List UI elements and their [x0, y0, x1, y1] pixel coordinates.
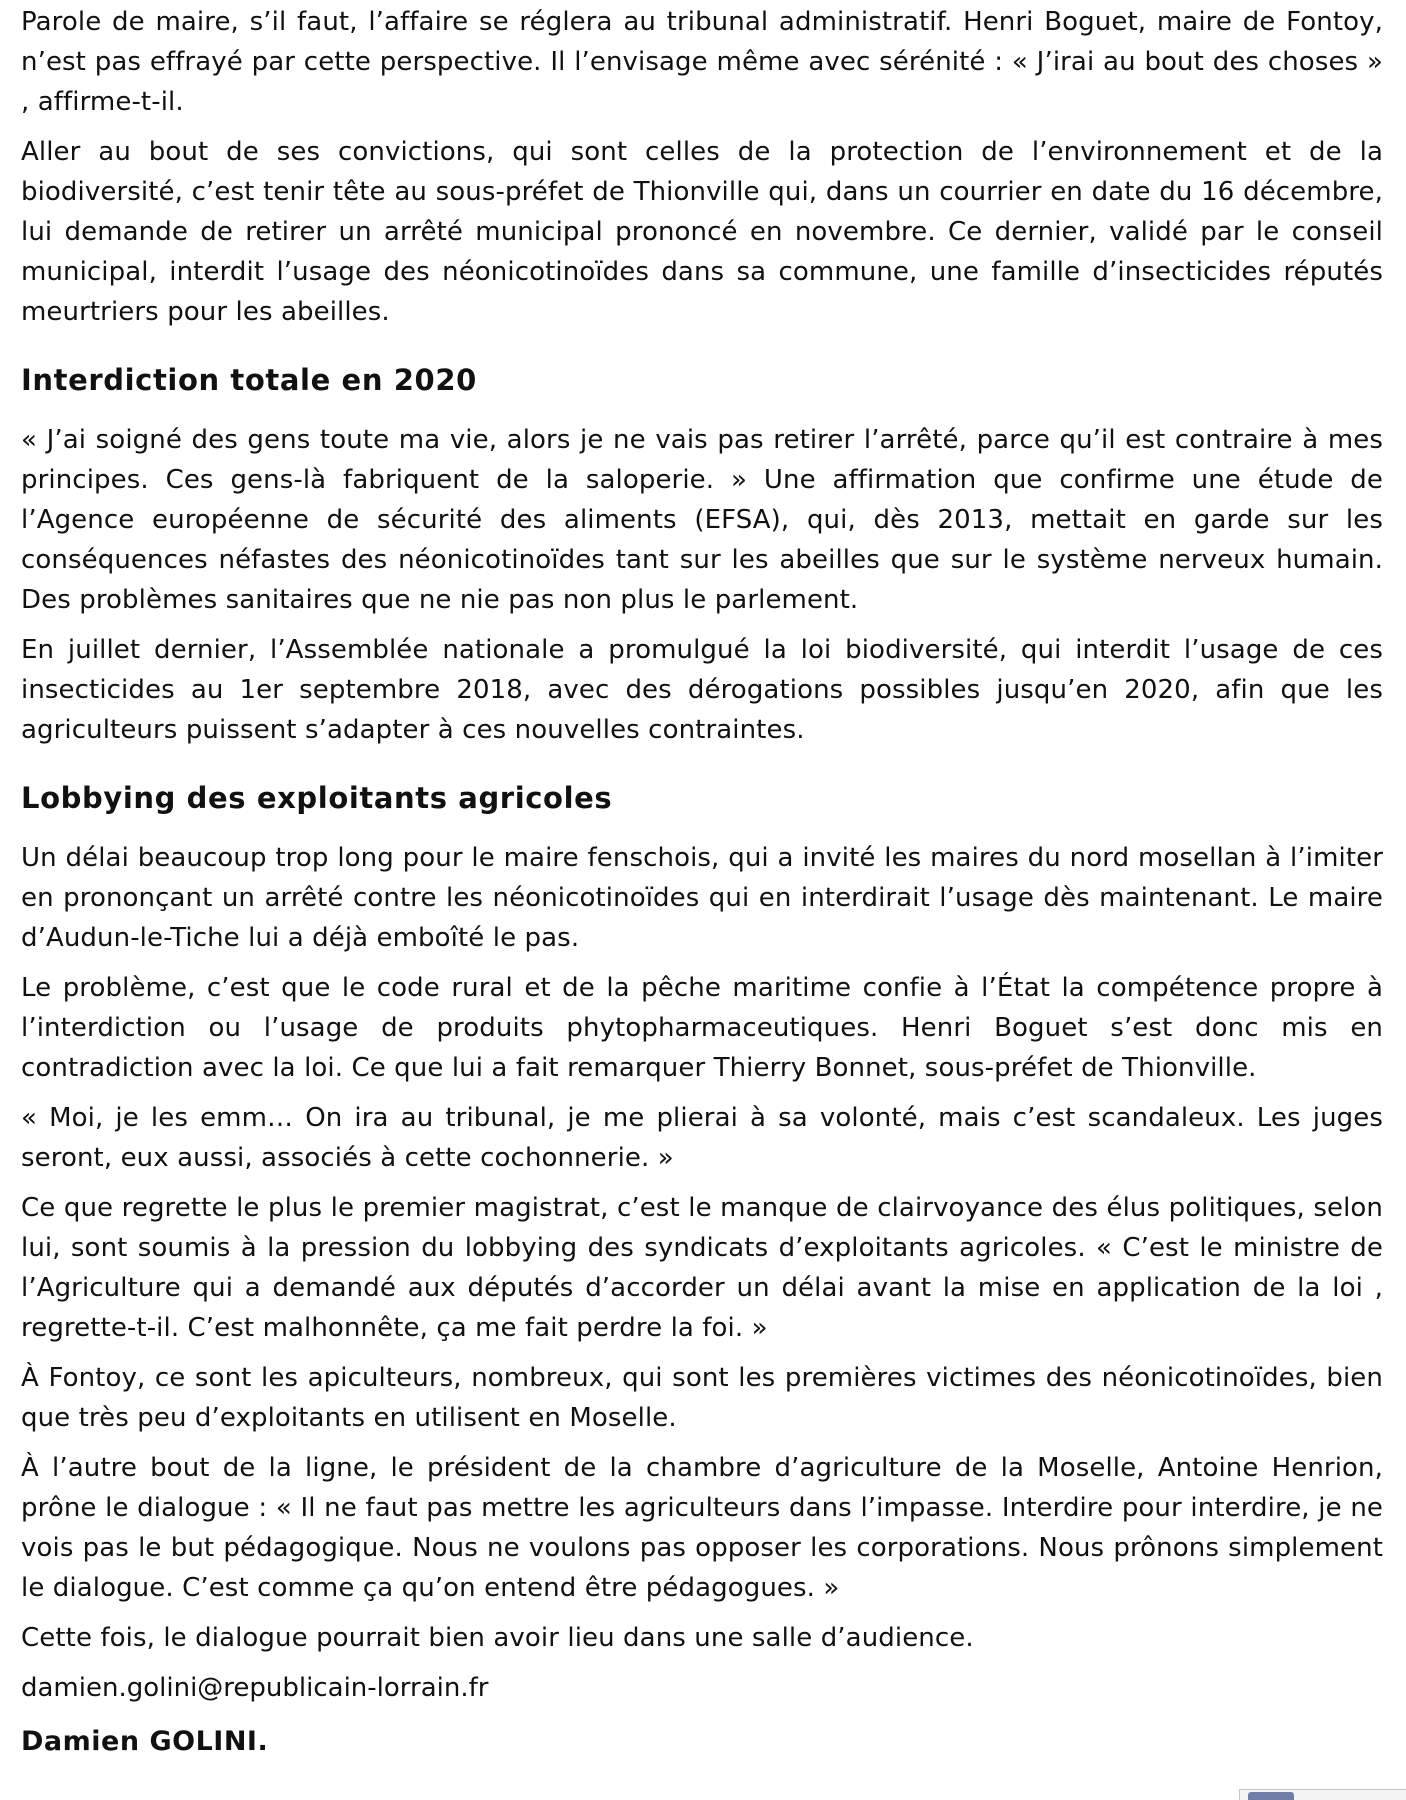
share-button-icon[interactable]: [1248, 1792, 1294, 1800]
section-heading-interdiction: Interdiction totale en 2020: [21, 363, 477, 397]
paragraph-section2-1: Un délai beaucoup trop long pour le maire fenschois, qui a invité les maires du nord mosellan à l’imiter en prononçant un arrêté contre les néonicotinoïdes qui en interdirait l’usage dès maintenant. Le maire d’Audun-le-Tiche lui a déjà emboîté le pas.: [21, 843, 1383, 953]
article-body: [21, 2, 1383, 1762]
paragraph-intro-2: Aller au bout de ses convictions, qui sont celles de la protection de l’environnement et de la biodiversité, c’est tenir tête au sous-préfet de Thionville qui, dans un courrier en date du 16 décembre, lui demande de retirer un arrêté municipal prononcé en novembre. Ce dernier, validé par le conseil municipal, interdit l’usage des néonicotinoïdes dans sa commune, une famille d’insecticides réputés meurtriers pour les abeilles.: [21, 137, 1383, 327]
paragraph-section2-5: À Fontoy, ce sont les apiculteurs, nombreux, qui sont les premières victimes des néonicotinoïdes, bien que très peu d’exploitants en utilisent en Moselle.: [21, 1363, 1383, 1433]
author-email: damien.golini@republicain-lorrain.fr: [21, 1673, 489, 1703]
paragraph-section2-3: « Moi, je les emm… On ira au tribunal, je me plierai à sa volonté, mais c’est scandaleux. Les juges seront, eux aussi, associés à cette cochonnerie. »: [21, 1103, 1383, 1173]
paragraph-section2-2: Le problème, c’est que le code rural et de la pêche maritime confie à l’État la compétence propre à l’interdiction ou l’usage de produits phytopharmaceutiques. Henri Boguet s’est donc mis en contradiction avec la loi. Ce que lui a fait remarquer Thierry Bonnet, sous-préfet de Thionville.: [21, 973, 1383, 1083]
paragraph-section2-4: Ce que regrette le plus le premier magistrat, c’est le manque de clairvoyance des élus politiques, selon lui, sont soumis à la pression du lobbying des syndicats d’exploitants agricoles. « C’est le ministre de l’Agriculture qui a demandé aux députés d’accorder un délai avant la mise en application de la loi , regrette-t-il. C’est malhonnête, ça me fait perdre la foi. »: [21, 1193, 1383, 1343]
author-signature: Damien GOLINI.: [21, 1726, 269, 1757]
paragraph-section2-7: Cette fois, le dialogue pourrait bien avoir lieu dans une salle d’audience.: [21, 1623, 974, 1653]
share-widget[interactable]: [1239, 1789, 1406, 1800]
paragraph-section1-1: « J’ai soigné des gens toute ma vie, alors je ne vais pas retirer l’arrêté, parce qu’il est contraire à mes principes. Ces gens-là fabriquent de la saloperie. » Une affirmation que confirme une étude de l’Agence européenne de sécurité des aliments (EFSA), qui, dès 2013, mettait en garde sur les conséquences néfastes des néonicotinoïdes tant sur les abeilles que sur le système nerveux humain. Des problèmes sanitaires que ne nie pas non plus le parlement.: [21, 425, 1383, 615]
paragraph-intro-1: Parole de maire, s’il faut, l’affaire se réglera au tribunal administratif. Henri Boguet, maire de Fontoy, n’est pas effrayé par cette perspective. Il l’envisage même avec sérénité : « J’irai au bout des choses » , affirme-t-il.: [21, 7, 1383, 117]
section-heading-lobbying: Lobbying des exploitants agricoles: [21, 781, 613, 815]
paragraph-section1-2: En juillet dernier, l’Assemblée nationale a promulgué la loi biodiversité, qui interdit l’usage de ces insecticides au 1er septembre 2018, avec des dérogations possibles jusqu’en 2020, afin que les agriculteurs puissent s’adapter à ces nouvelles contraintes.: [21, 635, 1383, 745]
paragraph-section2-6: À l’autre bout de la ligne, le président de la chambre d’agriculture de la Moselle, Antoine Henrion, prône le dialogue : « Il ne faut pas mettre les agriculteurs dans l’impasse. Interdire pour interdire, je ne vois pas le but pédagogique. Nous ne voulons pas opposer les corporations. Nous prônons simplement le dialogue. C’est comme ça qu’on entend être pédagogues. »: [21, 1453, 1383, 1603]
